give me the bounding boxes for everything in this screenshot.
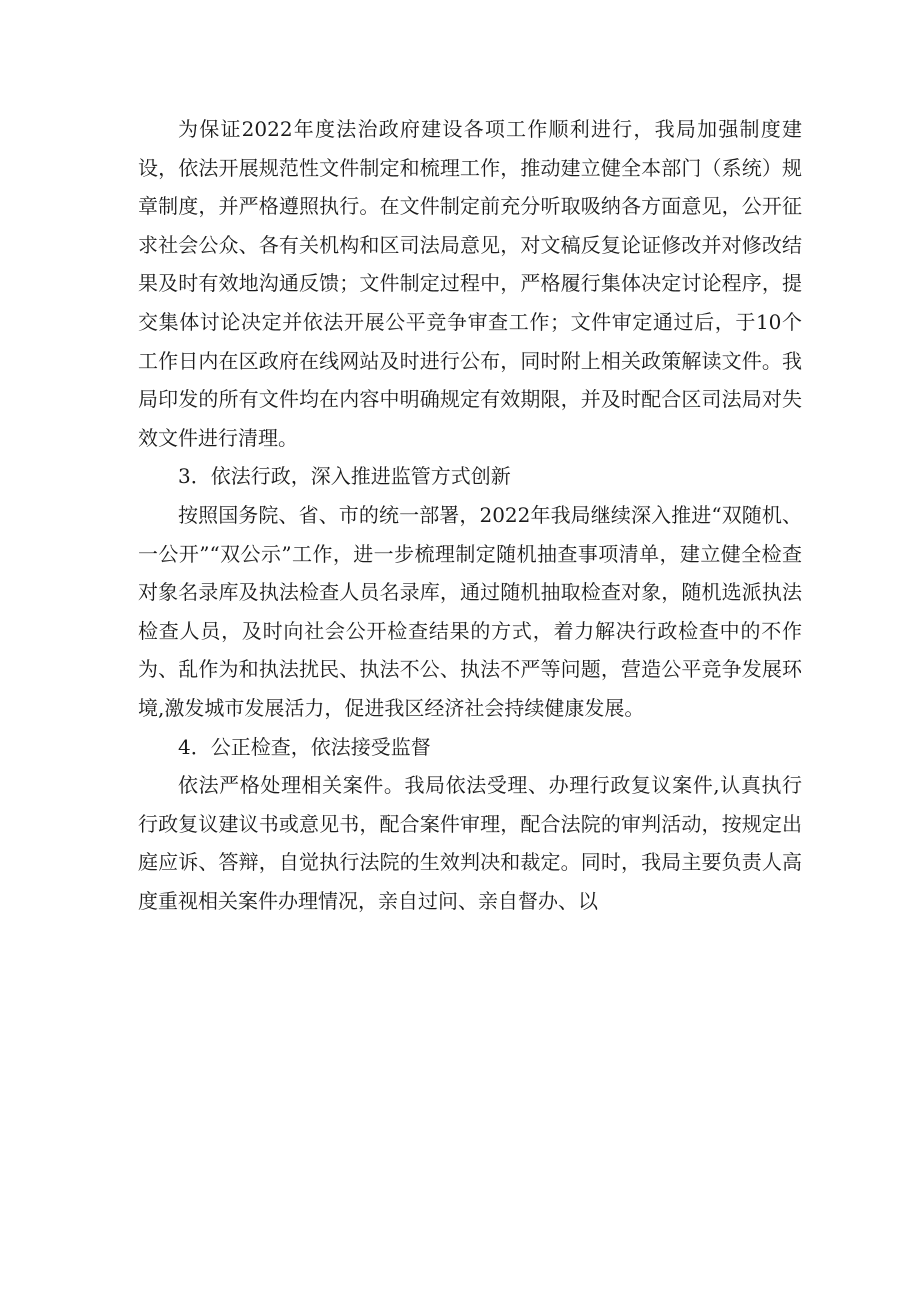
section-heading-3: 3．依法行政，深入推进监管方式创新 (178, 464, 511, 489)
paragraph-rules-building: 为保证2022年度法治政府建设各项工作顺利进行，我局加强制度建设，依法开展规范性文件制定和梳理工作，推动建立健全本部门（系统）规章制度，并严格遵照执行。在文件制定前充分听取吸纳各方面意见，公开征求社会公众、各有关机构和区司法局意见，对文稿反复论证修改并对修改结果及时有效地沟通反馈；文件制定过程中，严格履行集体决定讨论程序，提交集体讨论决定并依法开展公平竞争审查工作；文件审定通过后，于10个工作日内在区政府在线网站及时进行公布，同时附上相关政策解读文件。我局印发的所有文件均在内容中明确规定有效期限，并及时配合区司法局对失效文件进行清理。 (138, 117, 802, 450)
paragraph-case-handling: 依法严格处理相关案件。我局依法受理、办理行政复议案件,认真执行行政复议建议书或意见书，配合案件审理，配合法院的审判活动，按规定出庭应诉、答辩，自觉执行法院的生效判决和裁定。同时，我局主要负责人高度重视相关案件办理情况，亲自过问、亲自督办、以 (138, 773, 802, 913)
section-heading-4: 4．公正检查，依法接受监督 (178, 734, 431, 759)
document-body (138, 110, 802, 920)
paragraph-supervision-innovation: 按照国务院、省、市的统一部署，2022年我局继续深入推进“双随机、一公开”“双公示”工作，进一步梳理制定随机抽查事项清单，建立健全检查对象名录库及执法检查人员名录库，通过随机抽取检查对象，随机选派执法检查人员，及时向社会公开检查结果的方式，着力解决行政检查中的不作为、乱作为和执法扰民、执法不公、执法不严等问题，营造公平竞争发展环境,激发城市发展活力，促进我区经济社会持续健康发展。 (138, 502, 802, 720)
